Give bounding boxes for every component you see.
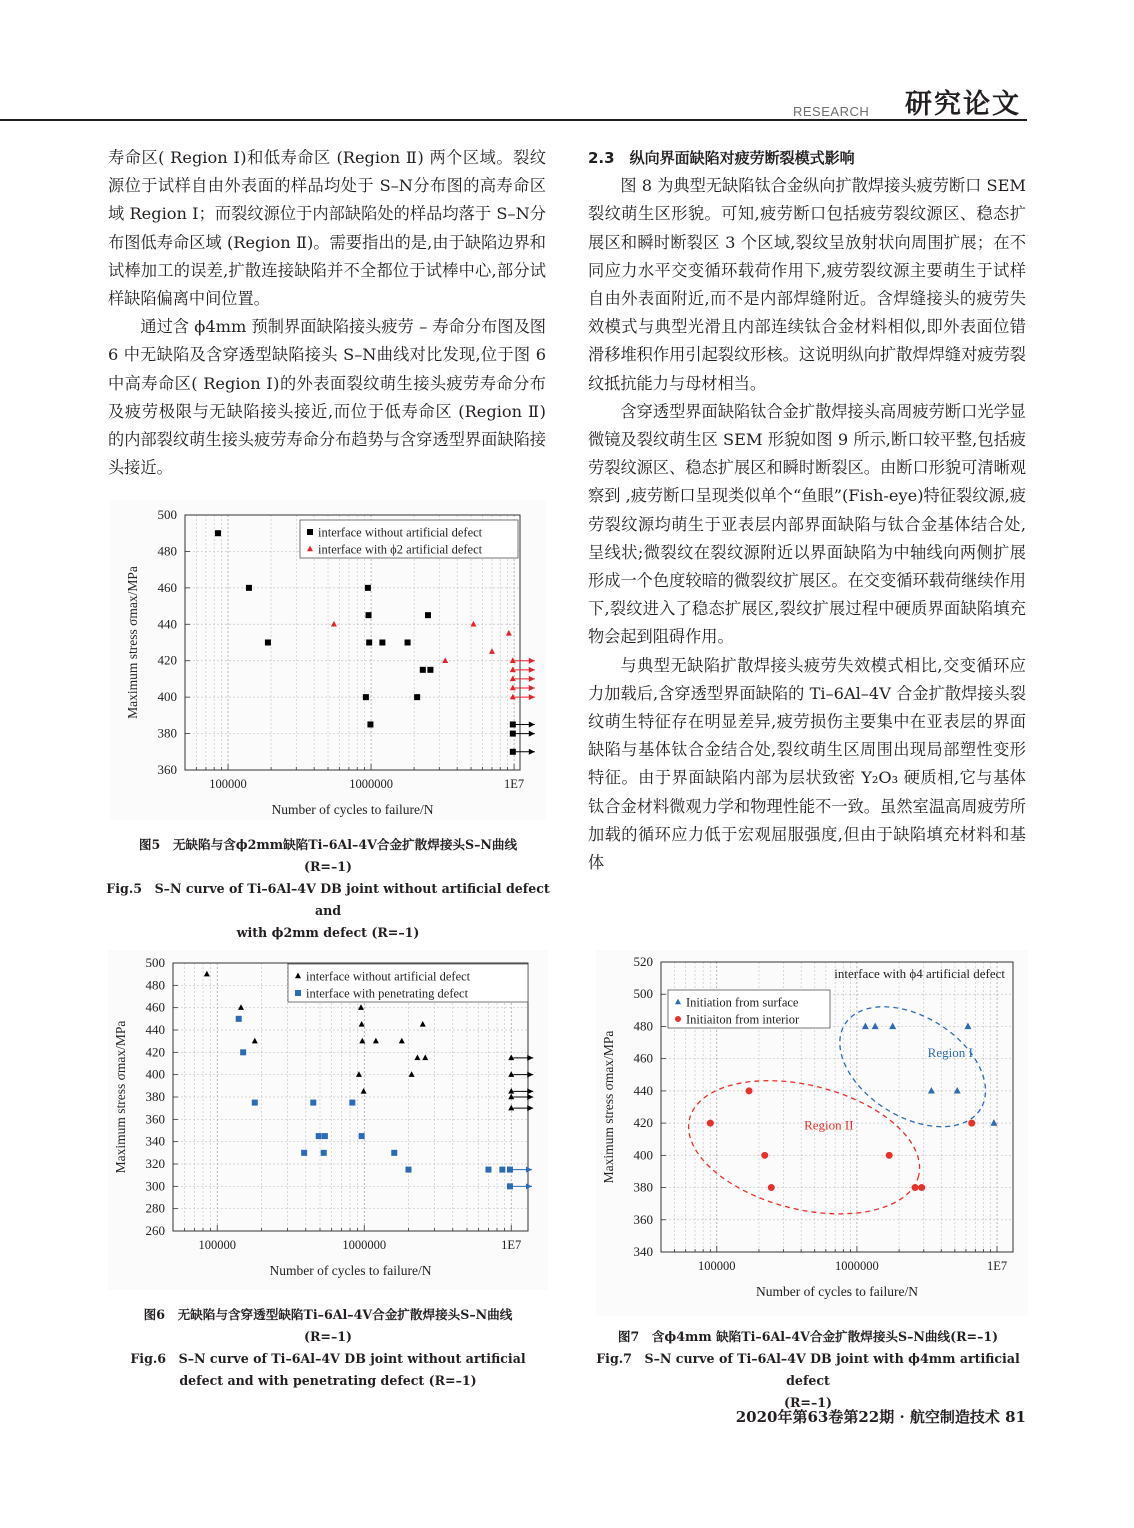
y-tick-label: 260 <box>145 1223 165 1238</box>
data-point <box>322 1133 328 1139</box>
region-1-label: Region I <box>927 1045 973 1061</box>
section-heading-2-3: 2.3 纵向界面缺陷对疲劳断裂模式影响 <box>588 149 855 167</box>
y-tick-label: 460 <box>633 1050 653 1066</box>
data-point <box>215 530 221 536</box>
data-point <box>349 1100 355 1106</box>
y-tick-label: 360 <box>633 1211 653 1227</box>
data-point <box>316 1133 322 1139</box>
x-axis-label: Number of cycles to failure/N <box>271 802 434 817</box>
data-point <box>365 585 371 591</box>
data-point <box>425 612 431 618</box>
data-point <box>406 1167 412 1173</box>
legend-label: Initiaiton from interior <box>686 1012 800 1027</box>
y-tick-label: 400 <box>633 1147 653 1163</box>
data-point <box>236 1016 242 1022</box>
figure-6-caption <box>100 1304 556 1392</box>
data-point <box>405 640 411 646</box>
data-point <box>485 1167 491 1173</box>
right-paragraph-3: 与典型无缺陷扩散焊接头疲劳失效模式相比,交变循环应力加载后,含穿透型界面缺陷的 Ti–6Al–4V 合金扩散焊接头裂纹萌生特征存在明显差异,疲劳损伤主要集中在亚表层的界面缺陷与基体钛合金结合处,裂纹萌生区周围出现局部塑性变形特征。由于界面缺陷内部为层状致密 Y₂O₃ 硬质相,它与基体钛合金材料微观力学和物理性能不一致。虽然室温高周疲劳所加载的循环应力低于宏观屈服强度,但由于缺陷填充材料和基体 <box>588 655 1026 873</box>
data-point <box>307 529 313 535</box>
y-tick-label: 360 <box>157 762 177 777</box>
fig6-caption-cn: 图6 无缺陷与含穿透型缺陷Ti–6Al–4V合金扩散焊接头S–N曲线 <box>143 1307 513 1322</box>
data-point <box>507 1167 513 1173</box>
figure-6-chart <box>108 950 548 1290</box>
x-tick-label: 1E7 <box>504 777 525 791</box>
y-axis-label: Maximum stress σmax/MPa <box>125 566 140 719</box>
legend-label: interface with ϕ2 artificial defect <box>318 542 483 557</box>
header-section-title: 研究论文 <box>905 89 1021 120</box>
y-tick-label: 420 <box>145 1044 165 1060</box>
legend-label: interface without artificial defect <box>318 525 483 540</box>
right-paragraph-2: 含穿透型界面缺陷钛合金扩散焊接头高周疲劳断口光学显微镜及裂纹萌生区 SEM 形貌如图 9 所示,断口较平整,包括疲劳裂纹源区、稳态扩展区和瞬时断裂区。由断口形貌可清晰观察到 ,疲劳断口呈现类似单个“鱼眼”(Fish-eye)特征裂纹源,疲劳裂纹源均萌生于亚表层内部界面缺陷与钛合金基体结合处,呈线状;微裂纹在裂纹源附近以界面缺陷为中轴线向两侧扩展形成一个色度较暗的微裂纹扩展区。在交变循环载荷继续作用下,裂纹进入了稳态扩展区,裂纹扩展过程中硬质界面缺陷填充物会起到阻碍作用。 <box>588 401 1026 647</box>
x-tick-label: 100000 <box>698 1259 736 1273</box>
y-tick-label: 440 <box>633 1082 653 1098</box>
data-point <box>301 1150 307 1156</box>
x-tick-label: 1000000 <box>349 777 393 791</box>
header-research-label: RESEARCH <box>793 104 870 119</box>
y-tick-label: 500 <box>157 507 177 522</box>
left-paragraph-1: 寿命区( Region Ⅰ)和低寿命区 (Region Ⅱ) 两个区域。裂纹源位于试样自由外表面的样品均处于 S–N分布图的高寿命区域 Region Ⅰ；而裂纹源位于内部缺陷处的样品均落于 S–N分布图低寿命区域 (Region Ⅱ)。需要指出的是,由于缺陷边界和试棒加工的误差,扩散连接缺陷并不全都位于试棒中心,部分试样缺陷偏离中间位置。 <box>108 148 546 309</box>
data-point <box>675 1016 681 1022</box>
header-rule <box>0 119 1027 121</box>
fig5-caption-en: Fig.5 S–N curve of Ti–6Al–4V DB joint without artificial defect and <box>106 881 550 918</box>
page-footer: 2020年第63卷第22期 · 航空制造技术 81 <box>735 1408 1026 1426</box>
legend <box>668 990 830 1028</box>
y-tick-label: 400 <box>145 1066 165 1082</box>
fig5-caption-cn: 图5 无缺陷与含ϕ2mm缺陷Ti–6Al–4V合金扩散焊接头S–N曲线 <box>138 837 518 852</box>
y-tick-label: 500 <box>145 955 165 970</box>
figure-7-caption <box>580 1326 1036 1414</box>
figure-5-caption <box>100 834 556 944</box>
y-tick-label: 380 <box>145 1089 165 1104</box>
data-point <box>420 667 426 673</box>
data-point <box>499 1167 505 1173</box>
fig7-caption-en: Fig.7 S–N curve of Ti–6Al–4V DB joint with ϕ4mm artificial defect <box>596 1351 1020 1388</box>
y-tick-label: 400 <box>157 689 177 705</box>
left-paragraph-2: 通过含 ϕ4mm 预制界面缺陷接头疲劳 – 寿命分布图及图 6 中无缺陷及含穿透型缺陷接头 S–N曲线对比发现,位于图 6 中高寿命区( Region Ⅰ)的外表面裂纹萌生接头疲劳寿命分布及疲劳极限与无缺陷接头接近,而位于低寿命区 (Region Ⅱ) 的内部裂纹萌生接头疲劳寿命分布趋势与含穿透型界面缺陷接头接近。 <box>108 317 546 478</box>
fig6-caption-en-2: defect and with penetrating defect (R=–1) <box>179 1373 477 1388</box>
data-point <box>761 1152 768 1159</box>
legend-label: Initiation from surface <box>686 995 799 1010</box>
data-point <box>510 731 516 737</box>
y-tick-label: 480 <box>633 1018 653 1034</box>
x-tick-label: 1000000 <box>342 1238 387 1252</box>
x-tick-label: 1E7 <box>501 1238 522 1252</box>
data-point <box>367 721 373 727</box>
figure-5-chart <box>110 500 546 820</box>
right-paragraph-1: 图 8 为典型无缺陷钛合金纵向扩散焊接头疲劳断口 SEM 裂纹萌生区形貌。可知,疲劳断口包括疲劳裂纹源区、稳态扩展区和瞬时断裂区 3 个区域,裂纹呈放射状向周围扩展；在不同应力水平交变循环载荷作用下,疲劳裂纹源主要萌生于试样自由外表面附近,而不是内部焊缝附近。含焊缝接头的疲劳失效模式与典型光滑且内部连续钛合金材料相似,即外表面位错滑移堆积作用引起裂纹形核。这说明纵向扩散焊焊缝对疲劳裂纹抵抗能力与母材相当。 <box>588 176 1026 393</box>
y-tick-label: 440 <box>145 1022 165 1037</box>
data-point <box>510 749 516 755</box>
y-tick-label: 460 <box>157 579 177 595</box>
data-point <box>265 640 271 646</box>
y-tick-label: 320 <box>145 1156 165 1171</box>
data-point <box>391 1150 397 1156</box>
x-axis-label: Number of cycles to failure/N <box>269 1263 432 1278</box>
left-column <box>108 144 546 482</box>
data-point <box>246 585 252 591</box>
y-tick-label: 380 <box>633 1179 653 1195</box>
y-tick-label: 440 <box>157 616 177 632</box>
fig6-caption-cn-r: (R=–1) <box>304 1329 352 1344</box>
data-point <box>363 694 369 700</box>
x-tick-label: 100000 <box>209 777 247 791</box>
data-point <box>912 1184 919 1191</box>
y-tick-label: 300 <box>145 1178 165 1194</box>
y-tick-label: 420 <box>157 652 177 668</box>
fig7-caption-cn: 图7 含ϕ4mm 缺陷Ti–6Al–4V合金扩散焊接头S–N曲线(R=–1) <box>617 1329 999 1344</box>
x-tick-label: 1E7 <box>986 1259 1008 1273</box>
data-point <box>427 667 433 673</box>
data-point <box>886 1152 893 1159</box>
data-point <box>252 1100 258 1106</box>
data-point <box>321 1150 327 1156</box>
y-tick-label: 480 <box>157 543 177 559</box>
chart-title: interface with ϕ4 artificial defect <box>834 966 1005 981</box>
data-point <box>510 721 516 727</box>
y-tick-label: 340 <box>633 1244 653 1259</box>
y-tick-label: 500 <box>633 986 653 1002</box>
fig5-caption-en-2: with ϕ2mm defect (R=–1) <box>236 925 420 940</box>
data-point <box>707 1120 714 1127</box>
legend <box>288 964 528 1002</box>
data-point <box>918 1184 925 1191</box>
right-column <box>588 144 1026 877</box>
y-tick-label: 480 <box>145 977 165 993</box>
figure-7-chart <box>596 950 1028 1316</box>
x-axis-label: Number of cycles to failure/N <box>756 1284 918 1299</box>
data-point <box>310 1100 316 1106</box>
data-point <box>240 1049 246 1055</box>
fig5-caption-cn-r: (R=–1) <box>304 859 352 874</box>
y-tick-label: 420 <box>633 1115 653 1131</box>
y-tick-label: 340 <box>145 1133 165 1149</box>
data-point <box>295 990 301 996</box>
legend-label: interface without artificial defect <box>306 969 471 984</box>
data-point <box>507 1183 513 1189</box>
data-point <box>746 1087 753 1094</box>
y-axis-label: Maximum stress σmax/MPa <box>113 1020 128 1174</box>
data-point <box>366 640 372 646</box>
fig7-caption-en-2: (R=–1) <box>784 1395 832 1410</box>
legend-label: interface with penetrating defect <box>306 986 469 1001</box>
region-2-label: Region II <box>804 1117 854 1133</box>
x-tick-label: 1000000 <box>835 1259 879 1273</box>
y-axis-label: Maximum stress σmax/MPa <box>601 1030 616 1184</box>
fig6-caption-en: Fig.6 S–N curve of Ti–6Al–4V DB joint without artificial <box>130 1351 526 1366</box>
data-point <box>379 640 385 646</box>
data-point <box>768 1184 775 1191</box>
data-point <box>968 1120 975 1127</box>
x-tick-label: 100000 <box>198 1238 237 1252</box>
y-tick-label: 520 <box>633 954 653 969</box>
y-tick-label: 280 <box>145 1200 165 1216</box>
legend <box>300 520 518 558</box>
y-tick-label: 460 <box>145 999 165 1015</box>
y-tick-label: 360 <box>145 1111 165 1127</box>
y-tick-label: 380 <box>157 725 177 741</box>
data-point <box>366 612 372 618</box>
data-point <box>414 694 420 700</box>
data-point <box>359 1133 365 1139</box>
